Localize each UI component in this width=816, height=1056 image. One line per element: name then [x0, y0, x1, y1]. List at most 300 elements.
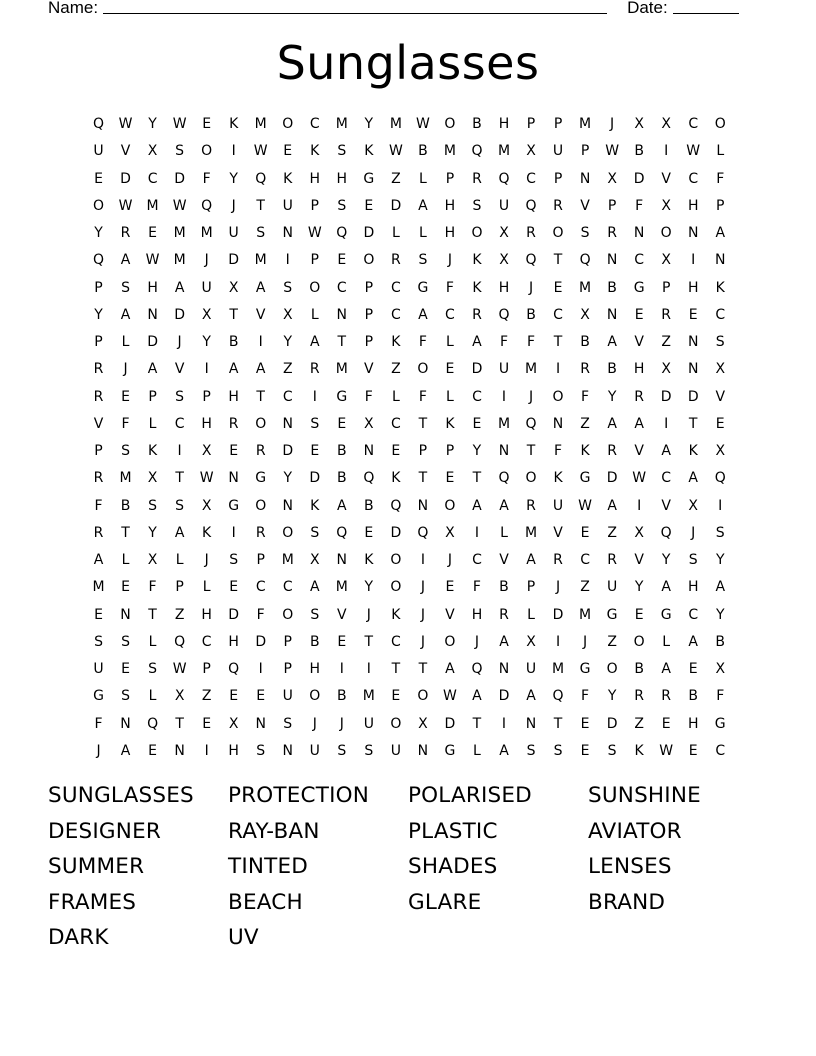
- grid-letter[interactable]: E: [256, 688, 266, 705]
- grid-letter[interactable]: V: [553, 524, 563, 541]
- grid-letter[interactable]: S: [121, 443, 130, 459]
- grid-letter[interactable]: G: [417, 279, 429, 296]
- grid-letter[interactable]: X: [526, 633, 536, 650]
- grid-letter[interactable]: D: [606, 470, 618, 487]
- grid-letter[interactable]: J: [447, 552, 452, 568]
- grid-letter[interactable]: Q: [498, 170, 510, 187]
- grid-letter[interactable]: F: [94, 497, 103, 514]
- grid-letter[interactable]: Q: [579, 252, 591, 269]
- grid-letter[interactable]: O: [552, 388, 564, 405]
- grid-letter[interactable]: S: [337, 742, 347, 759]
- grid-letter[interactable]: A: [661, 661, 671, 677]
- grid-letter[interactable]: P: [364, 334, 374, 350]
- grid-letter[interactable]: I: [366, 661, 371, 677]
- grid-letter[interactable]: P: [256, 552, 265, 568]
- grid-letter[interactable]: R: [255, 524, 266, 541]
- grid-letter[interactable]: V: [661, 170, 671, 187]
- grid-letter[interactable]: C: [282, 579, 293, 596]
- grid-letter[interactable]: J: [96, 742, 101, 759]
- grid-letter[interactable]: Y: [202, 334, 211, 350]
- grid-letter[interactable]: M: [524, 361, 538, 378]
- grid-letter[interactable]: K: [391, 606, 401, 623]
- grid-letter[interactable]: S: [148, 497, 158, 514]
- grid-letter[interactable]: P: [175, 579, 184, 596]
- grid-letter[interactable]: Q: [525, 252, 537, 269]
- grid-letter[interactable]: Q: [417, 524, 429, 541]
- grid-letter[interactable]: Q: [363, 470, 375, 487]
- grid-letter[interactable]: X: [526, 143, 536, 160]
- grid-letter[interactable]: W: [388, 143, 403, 160]
- grid-letter[interactable]: S: [310, 606, 320, 623]
- grid-letter[interactable]: P: [526, 116, 536, 132]
- grid-letter[interactable]: P: [661, 279, 671, 296]
- grid-letter[interactable]: V: [634, 443, 644, 459]
- grid-letter[interactable]: O: [201, 143, 213, 160]
- grid-letter[interactable]: U: [93, 143, 104, 160]
- grid-letter[interactable]: K: [391, 334, 401, 350]
- grid-letter[interactable]: Z: [580, 579, 590, 596]
- grid-letter[interactable]: I: [285, 252, 290, 269]
- grid-letter[interactable]: Q: [498, 470, 510, 487]
- grid-letter[interactable]: E: [229, 443, 239, 459]
- grid-letter[interactable]: G: [714, 715, 726, 732]
- grid-letter[interactable]: J: [528, 279, 534, 296]
- name-blank-line[interactable]: [103, 0, 607, 14]
- grid-letter[interactable]: P: [418, 443, 428, 459]
- grid-letter[interactable]: Y: [364, 116, 374, 132]
- grid-letter[interactable]: R: [120, 225, 131, 241]
- grid-letter[interactable]: E: [121, 661, 130, 677]
- grid-letter[interactable]: P: [94, 334, 103, 350]
- grid-letter[interactable]: N: [579, 170, 591, 187]
- grid-letter[interactable]: X: [418, 715, 428, 732]
- grid-letter[interactable]: O: [390, 579, 402, 596]
- grid-letter[interactable]: K: [391, 470, 401, 487]
- grid-letter[interactable]: D: [282, 443, 294, 459]
- grid-letter[interactable]: R: [499, 606, 509, 623]
- grid-letter[interactable]: R: [228, 415, 239, 432]
- grid-letter[interactable]: L: [121, 552, 130, 568]
- grid-letter[interactable]: F: [364, 388, 373, 405]
- grid-letter[interactable]: X: [715, 361, 726, 378]
- grid-letter[interactable]: O: [282, 524, 294, 541]
- grid-letter[interactable]: D: [390, 197, 402, 214]
- grid-letter[interactable]: V: [337, 606, 347, 623]
- grid-letter[interactable]: R: [472, 170, 482, 187]
- grid-letter[interactable]: S: [580, 225, 590, 241]
- grid-letter[interactable]: Q: [714, 470, 726, 487]
- grid-letter[interactable]: C: [147, 170, 158, 187]
- grid-letter[interactable]: R: [661, 306, 672, 323]
- grid-letter[interactable]: F: [202, 170, 211, 187]
- grid-letter[interactable]: U: [363, 715, 374, 732]
- grid-letter[interactable]: N: [282, 415, 293, 432]
- grid-letter[interactable]: A: [174, 524, 185, 541]
- grid-letter[interactable]: U: [552, 497, 564, 514]
- grid-letter[interactable]: N: [282, 497, 293, 514]
- grid-letter[interactable]: T: [364, 633, 374, 650]
- grid-letter[interactable]: X: [282, 306, 293, 323]
- grid-letter[interactable]: E: [715, 415, 725, 432]
- grid-letter[interactable]: M: [146, 197, 159, 214]
- grid-letter[interactable]: Q: [471, 143, 483, 160]
- grid-letter[interactable]: B: [120, 497, 131, 514]
- grid-letter[interactable]: A: [228, 361, 239, 378]
- grid-letter[interactable]: W: [605, 143, 620, 160]
- grid-letter[interactable]: A: [174, 279, 185, 296]
- grid-letter[interactable]: I: [258, 334, 263, 350]
- grid-letter[interactable]: S: [715, 334, 725, 350]
- grid-letter[interactable]: Y: [715, 606, 725, 623]
- grid-letter[interactable]: H: [309, 661, 321, 677]
- grid-letter[interactable]: A: [93, 552, 104, 568]
- grid-letter[interactable]: E: [580, 524, 590, 541]
- grid-letter[interactable]: I: [555, 361, 561, 378]
- grid-letter[interactable]: E: [580, 715, 590, 732]
- grid-letter[interactable]: R: [255, 443, 266, 459]
- grid-letter[interactable]: F: [716, 170, 725, 187]
- grid-letter[interactable]: T: [256, 197, 265, 214]
- grid-letter[interactable]: A: [661, 443, 671, 459]
- grid-letter[interactable]: M: [524, 524, 538, 541]
- grid-letter[interactable]: C: [390, 306, 401, 323]
- grid-letter[interactable]: J: [177, 334, 182, 350]
- grid-letter[interactable]: L: [391, 388, 400, 405]
- grid-letter[interactable]: U: [309, 742, 320, 759]
- grid-letter[interactable]: Q: [174, 633, 186, 650]
- grid-letter[interactable]: M: [173, 225, 186, 241]
- grid-letter[interactable]: L: [446, 334, 454, 350]
- grid-letter[interactable]: J: [610, 116, 615, 132]
- grid-letter[interactable]: Y: [283, 470, 293, 487]
- grid-letter[interactable]: H: [498, 116, 510, 132]
- grid-letter[interactable]: H: [687, 279, 699, 296]
- grid-letter[interactable]: T: [553, 715, 563, 732]
- grid-letter[interactable]: A: [715, 579, 726, 596]
- grid-letter[interactable]: K: [310, 497, 320, 514]
- grid-letter[interactable]: Z: [282, 361, 293, 378]
- grid-letter[interactable]: E: [229, 579, 239, 596]
- grid-letter[interactable]: H: [687, 197, 699, 214]
- grid-letter[interactable]: T: [337, 334, 347, 350]
- grid-letter[interactable]: E: [310, 443, 320, 459]
- grid-letter[interactable]: C: [390, 415, 401, 432]
- grid-letter[interactable]: P: [553, 170, 563, 187]
- grid-letter[interactable]: I: [474, 524, 480, 541]
- grid-letter[interactable]: A: [472, 688, 482, 705]
- grid-letter[interactable]: B: [336, 443, 347, 459]
- grid-letter[interactable]: M: [335, 116, 348, 132]
- grid-letter[interactable]: S: [418, 252, 428, 269]
- grid-letter[interactable]: R: [526, 497, 536, 514]
- grid-letter[interactable]: L: [418, 225, 427, 241]
- grid-letter[interactable]: C: [634, 252, 645, 269]
- grid-letter[interactable]: W: [686, 143, 701, 160]
- grid-letter[interactable]: C: [336, 279, 347, 296]
- grid-letter[interactable]: T: [472, 470, 482, 487]
- grid-letter[interactable]: G: [336, 388, 348, 405]
- grid-letter[interactable]: F: [526, 334, 536, 350]
- grid-letter[interactable]: S: [472, 197, 482, 214]
- grid-letter[interactable]: Y: [472, 443, 482, 459]
- grid-letter[interactable]: U: [498, 361, 510, 378]
- grid-letter[interactable]: N: [633, 225, 645, 241]
- grid-letter[interactable]: D: [255, 633, 267, 650]
- grid-letter[interactable]: I: [339, 661, 344, 677]
- grid-letter[interactable]: F: [94, 715, 103, 732]
- grid-letter[interactable]: A: [309, 334, 320, 350]
- grid-letter[interactable]: H: [498, 279, 510, 296]
- grid-letter[interactable]: M: [552, 661, 565, 677]
- grid-letter[interactable]: O: [93, 197, 105, 214]
- grid-letter[interactable]: G: [444, 742, 456, 759]
- grid-letter[interactable]: U: [390, 742, 401, 759]
- grid-letter[interactable]: N: [714, 252, 726, 269]
- grid-letter[interactable]: D: [687, 388, 699, 405]
- grid-letter[interactable]: P: [526, 579, 536, 596]
- grid-letter[interactable]: O: [309, 688, 321, 705]
- grid-letter[interactable]: S: [175, 388, 185, 405]
- grid-letter[interactable]: F: [554, 443, 563, 459]
- grid-letter[interactable]: Q: [255, 170, 267, 187]
- grid-letter[interactable]: K: [472, 279, 482, 296]
- grid-letter[interactable]: W: [632, 470, 647, 487]
- grid-letter[interactable]: K: [364, 143, 374, 160]
- grid-letter[interactable]: E: [121, 388, 130, 405]
- grid-letter[interactable]: C: [688, 170, 699, 187]
- grid-letter[interactable]: M: [497, 415, 511, 432]
- grid-letter[interactable]: C: [715, 306, 726, 323]
- grid-letter[interactable]: R: [634, 688, 644, 705]
- grid-letter[interactable]: D: [660, 388, 672, 405]
- grid-letter[interactable]: X: [661, 252, 671, 269]
- grid-letter[interactable]: O: [444, 633, 456, 650]
- grid-letter[interactable]: S: [337, 143, 347, 160]
- grid-letter[interactable]: O: [552, 225, 564, 241]
- grid-letter[interactable]: A: [499, 742, 509, 759]
- grid-letter[interactable]: M: [362, 688, 375, 705]
- grid-letter[interactable]: X: [634, 524, 644, 541]
- grid-letter[interactable]: J: [420, 606, 425, 623]
- grid-letter[interactable]: O: [282, 116, 294, 132]
- grid-letter[interactable]: J: [123, 361, 128, 378]
- grid-letter[interactable]: E: [553, 279, 563, 296]
- grid-letter[interactable]: I: [664, 143, 669, 160]
- grid-letter[interactable]: O: [390, 715, 402, 732]
- grid-letter[interactable]: X: [634, 116, 644, 132]
- grid-letter[interactable]: N: [552, 415, 564, 432]
- grid-letter[interactable]: B: [580, 334, 590, 350]
- grid-letter[interactable]: M: [579, 116, 592, 132]
- grid-letter[interactable]: R: [390, 252, 401, 269]
- grid-letter[interactable]: O: [660, 225, 672, 241]
- grid-letter[interactable]: G: [579, 470, 591, 487]
- grid-letter[interactable]: H: [201, 606, 212, 623]
- grid-letter[interactable]: Z: [607, 633, 617, 650]
- grid-letter[interactable]: D: [498, 688, 510, 705]
- grid-letter[interactable]: O: [417, 361, 429, 378]
- grid-letter[interactable]: V: [255, 306, 266, 323]
- grid-letter[interactable]: P: [310, 252, 319, 269]
- grid-letter[interactable]: B: [309, 633, 320, 650]
- grid-letter[interactable]: P: [283, 633, 292, 650]
- grid-letter[interactable]: G: [228, 497, 240, 514]
- grid-letter[interactable]: H: [471, 606, 483, 623]
- grid-letter[interactable]: I: [204, 742, 209, 759]
- grid-letter[interactable]: I: [231, 143, 236, 160]
- grid-letter[interactable]: C: [688, 606, 699, 623]
- grid-letter[interactable]: Q: [201, 197, 213, 214]
- grid-letter[interactable]: R: [93, 388, 104, 405]
- grid-letter[interactable]: X: [607, 170, 617, 187]
- grid-letter[interactable]: F: [256, 606, 265, 623]
- grid-letter[interactable]: M: [497, 143, 511, 160]
- grid-letter[interactable]: G: [579, 661, 591, 677]
- grid-letter[interactable]: T: [553, 252, 563, 269]
- grid-letter[interactable]: U: [228, 225, 239, 241]
- grid-letter[interactable]: F: [635, 197, 644, 214]
- grid-letter[interactable]: T: [472, 715, 482, 732]
- grid-letter[interactable]: P: [364, 306, 374, 323]
- grid-letter[interactable]: N: [687, 361, 699, 378]
- grid-letter[interactable]: Q: [552, 688, 564, 705]
- grid-letter[interactable]: L: [418, 170, 427, 187]
- grid-letter[interactable]: T: [526, 443, 536, 459]
- grid-letter[interactable]: B: [499, 579, 509, 596]
- grid-letter[interactable]: Y: [148, 524, 157, 541]
- grid-letter[interactable]: A: [688, 633, 698, 650]
- grid-letter[interactable]: R: [93, 361, 104, 378]
- grid-letter[interactable]: K: [229, 116, 239, 132]
- grid-letter[interactable]: T: [418, 415, 428, 432]
- grid-letter[interactable]: M: [200, 225, 213, 241]
- grid-letter[interactable]: Q: [336, 225, 348, 241]
- grid-letter[interactable]: Y: [634, 579, 644, 596]
- grid-letter[interactable]: Y: [283, 334, 293, 350]
- grid-letter[interactable]: L: [121, 334, 130, 350]
- grid-letter[interactable]: A: [445, 661, 455, 677]
- grid-letter[interactable]: M: [335, 579, 348, 596]
- grid-letter[interactable]: D: [174, 170, 185, 187]
- grid-letter[interactable]: T: [229, 306, 238, 323]
- grid-letter[interactable]: H: [687, 579, 699, 596]
- grid-letter[interactable]: L: [310, 306, 319, 323]
- grid-letter[interactable]: B: [607, 279, 617, 296]
- grid-letter[interactable]: J: [366, 606, 371, 623]
- grid-letter[interactable]: K: [202, 524, 212, 541]
- grid-letter[interactable]: G: [633, 279, 645, 296]
- grid-letter[interactable]: M: [579, 279, 592, 296]
- grid-letter[interactable]: I: [312, 388, 317, 405]
- grid-letter[interactable]: A: [472, 334, 482, 350]
- grid-letter[interactable]: N: [282, 225, 293, 241]
- grid-letter[interactable]: M: [443, 143, 456, 160]
- grid-letter[interactable]: K: [364, 552, 374, 568]
- grid-letter[interactable]: J: [691, 524, 696, 541]
- grid-letter[interactable]: P: [148, 388, 157, 405]
- grid-letter[interactable]: E: [148, 742, 157, 759]
- grid-letter[interactable]: D: [471, 361, 483, 378]
- grid-letter[interactable]: A: [661, 579, 671, 596]
- grid-letter[interactable]: M: [254, 252, 267, 269]
- grid-letter[interactable]: T: [121, 524, 130, 541]
- grid-letter[interactable]: K: [445, 415, 455, 432]
- grid-letter[interactable]: W: [578, 497, 592, 514]
- grid-letter[interactable]: E: [283, 143, 293, 160]
- grid-letter[interactable]: X: [228, 715, 239, 732]
- grid-letter[interactable]: A: [418, 197, 428, 214]
- grid-letter[interactable]: N: [336, 552, 348, 568]
- grid-letter[interactable]: Y: [661, 552, 671, 568]
- grid-letter[interactable]: S: [310, 415, 320, 432]
- grid-letter[interactable]: X: [174, 688, 185, 705]
- grid-letter[interactable]: E: [148, 225, 157, 241]
- grid-letter[interactable]: E: [337, 633, 347, 650]
- grid-letter[interactable]: U: [201, 279, 212, 296]
- grid-letter[interactable]: A: [634, 415, 644, 432]
- grid-letter[interactable]: S: [553, 742, 563, 759]
- grid-letter[interactable]: B: [228, 334, 239, 350]
- grid-letter[interactable]: E: [688, 742, 698, 759]
- grid-letter[interactable]: L: [391, 225, 400, 241]
- grid-letter[interactable]: G: [93, 688, 104, 705]
- grid-letter[interactable]: Y: [94, 225, 103, 241]
- grid-letter[interactable]: A: [499, 633, 509, 650]
- grid-letter[interactable]: T: [391, 661, 401, 677]
- grid-letter[interactable]: O: [606, 661, 618, 677]
- grid-letter[interactable]: C: [309, 116, 320, 132]
- grid-letter[interactable]: R: [634, 388, 644, 405]
- grid-letter[interactable]: J: [555, 579, 561, 596]
- grid-letter[interactable]: W: [659, 742, 674, 759]
- grid-letter[interactable]: I: [177, 443, 182, 459]
- grid-letter[interactable]: T: [148, 606, 157, 623]
- grid-letter[interactable]: C: [390, 633, 401, 650]
- grid-letter[interactable]: X: [499, 252, 509, 269]
- grid-letter[interactable]: M: [579, 606, 592, 623]
- grid-letter[interactable]: B: [715, 633, 726, 650]
- grid-letter[interactable]: K: [283, 170, 293, 187]
- grid-letter[interactable]: D: [444, 715, 456, 732]
- grid-letter[interactable]: N: [606, 306, 618, 323]
- grid-letter[interactable]: N: [228, 470, 239, 487]
- grid-letter[interactable]: S: [688, 552, 698, 568]
- grid-letter[interactable]: A: [607, 334, 617, 350]
- grid-letter[interactable]: O: [255, 497, 267, 514]
- grid-letter[interactable]: T: [175, 715, 184, 732]
- grid-letter[interactable]: T: [553, 334, 563, 350]
- grid-letter[interactable]: J: [312, 715, 317, 732]
- grid-letter[interactable]: S: [526, 742, 536, 759]
- grid-letter[interactable]: T: [256, 388, 265, 405]
- grid-letter[interactable]: A: [526, 552, 536, 568]
- grid-letter[interactable]: X: [228, 279, 239, 296]
- grid-letter[interactable]: H: [687, 715, 699, 732]
- grid-letter[interactable]: F: [445, 279, 454, 296]
- grid-letter[interactable]: A: [688, 470, 698, 487]
- grid-letter[interactable]: R: [607, 225, 617, 241]
- grid-letter[interactable]: L: [446, 388, 454, 405]
- grid-letter[interactable]: U: [525, 661, 537, 677]
- grid-letter[interactable]: X: [688, 497, 698, 514]
- grid-letter[interactable]: G: [255, 470, 267, 487]
- grid-letter[interactable]: P: [580, 143, 590, 160]
- grid-letter[interactable]: V: [580, 197, 590, 214]
- grid-letter[interactable]: C: [580, 552, 590, 568]
- grid-letter[interactable]: Q: [93, 116, 105, 132]
- grid-letter[interactable]: A: [255, 361, 266, 378]
- grid-letter[interactable]: W: [443, 688, 457, 705]
